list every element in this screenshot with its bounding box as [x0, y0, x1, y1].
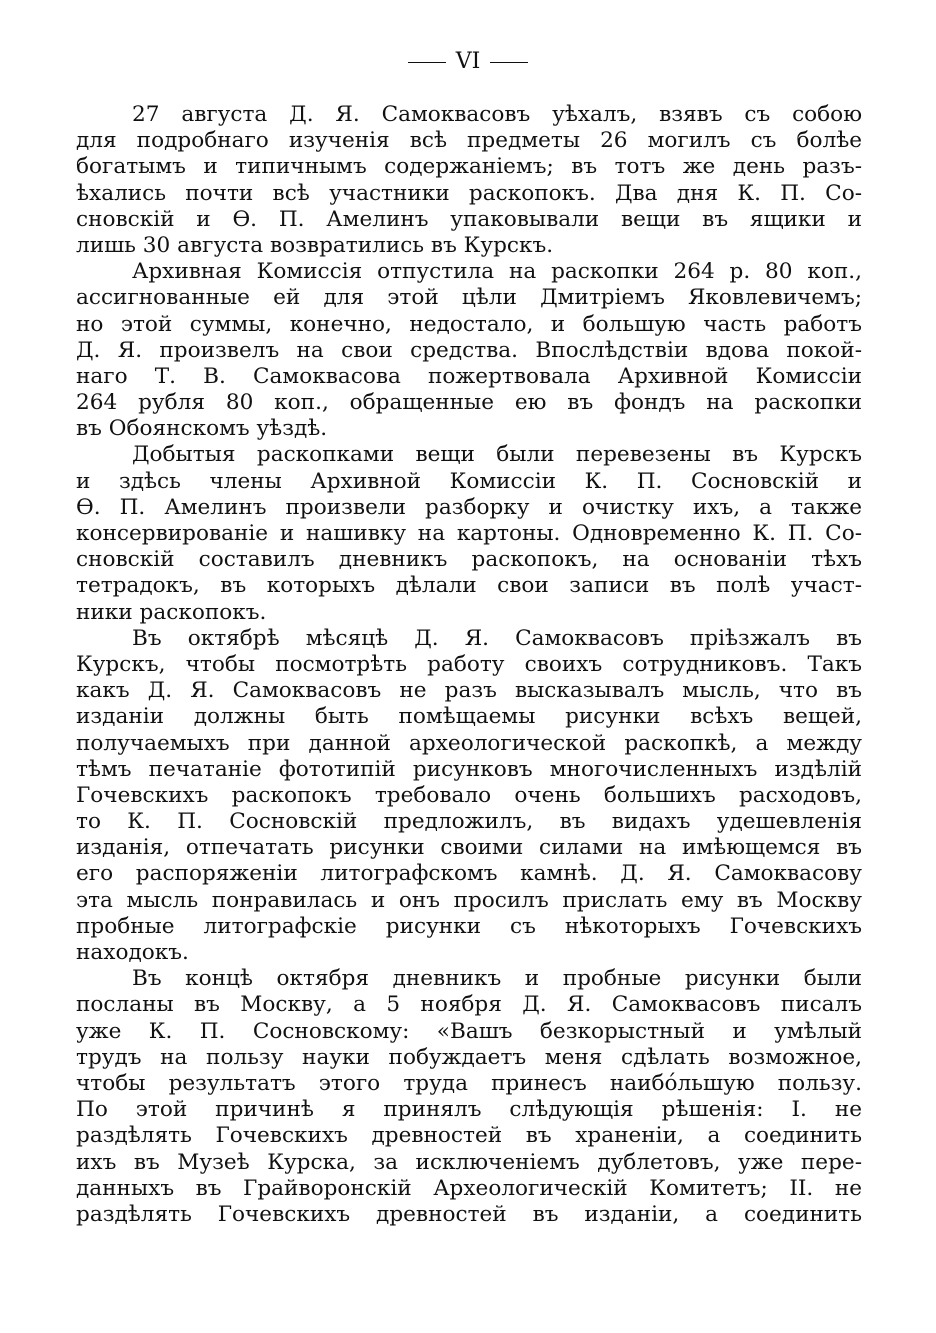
text-line: Архивная Комиссія отпустила на раскопки 264 р. 80 коп.,	[132, 259, 862, 285]
text-line: для подробнаго изученія всѣ предметы 26 могилъ съ болѣе	[76, 128, 862, 154]
text-line: сновскій и Ѳ. П. Амелинъ упаковывали вещи въ ящики и	[76, 206, 862, 232]
text-line: Гочевскихъ раскопокъ требовало очень большихъ расходовъ,	[76, 782, 862, 808]
paragraph	[76, 259, 862, 442]
header-dash-right	[490, 62, 528, 63]
text-line: сновскій составилъ дневникъ раскопокъ, на основаніи тѣхъ	[76, 547, 862, 573]
text-line: изданія, отпечатать рисунки своими силами на имѣющемся въ	[76, 835, 862, 861]
page-header	[0, 48, 936, 76]
text-line: Добытыя раскопками вещи были перевезены въ Курскъ	[132, 442, 862, 468]
text-line: По этой причинѣ я принялъ слѣдующія рѣшенія: I. не	[76, 1097, 862, 1123]
text-line: тѣмъ печатаніе фототипій рисунковъ многочисленныхъ издѣлій	[76, 756, 862, 782]
text-line: то К. П. Сосновскій предложилъ, въ видахъ удешевленія	[76, 809, 862, 835]
text-line: Курскъ, чтобы посмотрѣть работу своихъ сотрудниковъ. Такъ	[76, 651, 862, 677]
text-line: ихъ въ Музеѣ Курска, за исключеніемъ дублетовъ, уже пере-	[76, 1149, 862, 1175]
text-line: раздѣлять Гочевскихъ древностей въ храненіи, а соединить	[76, 1123, 862, 1149]
text-line: чтобы результатъ этого труда принесъ наибо́льшую пользу.	[76, 1070, 862, 1096]
text-line: Ѳ. П. Амелинъ произвели разборку и очистку ихъ, а также	[76, 494, 862, 520]
text-line: 264 рубля 80 коп., обращенные ею въ фондъ на раскопки	[76, 390, 862, 416]
paragraph	[76, 102, 862, 259]
page-number: VI	[455, 49, 481, 74]
text-line: уже К. П. Сосновскому: «Вашъ безкорыстный и умѣлый	[76, 1018, 862, 1044]
paragraph	[76, 966, 862, 1228]
paragraph	[76, 626, 862, 966]
text-line: трудъ на пользу науки побуждаетъ меня сдѣлать возможное,	[76, 1044, 862, 1070]
text-line: получаемыхъ при данной археологической раскопкѣ, а между	[76, 730, 862, 756]
text-line: ники раскопокъ.	[76, 599, 267, 625]
text-line: тетрадокъ, въ которыхъ дѣлали свои записи въ полѣ участ-	[76, 573, 862, 599]
text-line: наго Т. В. Самоквасова пожертвовала Архивной Комиссіи	[76, 363, 862, 389]
text-line: ѣхались почти всѣ участники раскопокъ. Два дня К. П. Со-	[76, 180, 862, 206]
text-body	[76, 102, 862, 1228]
text-line: богатымъ и типичнымъ содержаніемъ; въ тотъ же день разъ-	[76, 154, 862, 180]
text-line: консервированіе и нашивку на картоны. Одновременно К. П. Со-	[76, 521, 862, 546]
header-dash-left	[408, 62, 446, 63]
text-line: ассигнованные ей для этой цѣли Дмитріемъ Яковлевичемъ;	[76, 285, 862, 311]
text-line: Въ октябрѣ мѣсяцѣ Д. Я. Самоквасовъ пріѣзжалъ въ	[132, 625, 862, 651]
text-line: Д. Я. произвелъ на свои средства. Впослѣдствіи вдова покой-	[76, 337, 862, 363]
text-line: какъ Д. Я. Самоквасовъ не разъ высказывалъ мысль, что въ	[76, 678, 862, 704]
text-line: эта мысль понравилась и онъ просилъ прислать ему въ Москву	[76, 887, 862, 913]
text-line: его распоряженіи литографскомъ камнѣ. Д. Я. Самоквасову	[76, 861, 862, 887]
text-line: находокъ.	[76, 940, 189, 965]
text-line: и здѣсь члены Архивной Комиссіи К. П. Сосновскій и	[76, 468, 862, 494]
text-line: пробные литографскіе рисунки съ нѣкоторыхъ Гочевскихъ	[76, 913, 862, 939]
text-line: Въ концѣ октября дневникъ и пробные рисунки были	[132, 966, 862, 992]
text-line: раздѣлять Гочевскихъ древностей въ изданіи, а соединить	[76, 1201, 862, 1227]
text-line: данныхъ въ Грайворонскій Археологическій Комитетъ; II. не	[76, 1175, 862, 1201]
text-line: лишь 30 августа возвратились въ Курскъ.	[76, 232, 554, 258]
text-line: 27 августа Д. Я. Самоквасовъ уѣхалъ, взявъ съ собою	[132, 102, 862, 127]
text-line: изданіи должны быть помѣщаемы рисунки всѣхъ вещей,	[76, 704, 862, 730]
paragraph	[76, 442, 862, 625]
text-line: посланы въ Москву, а 5 ноября Д. Я. Самоквасовъ писалъ	[76, 992, 862, 1018]
text-line: но этой суммы, конечно, недостало, и большую часть работъ	[76, 311, 862, 337]
text-line: въ Обоянскомъ уѣздѣ.	[76, 416, 328, 442]
